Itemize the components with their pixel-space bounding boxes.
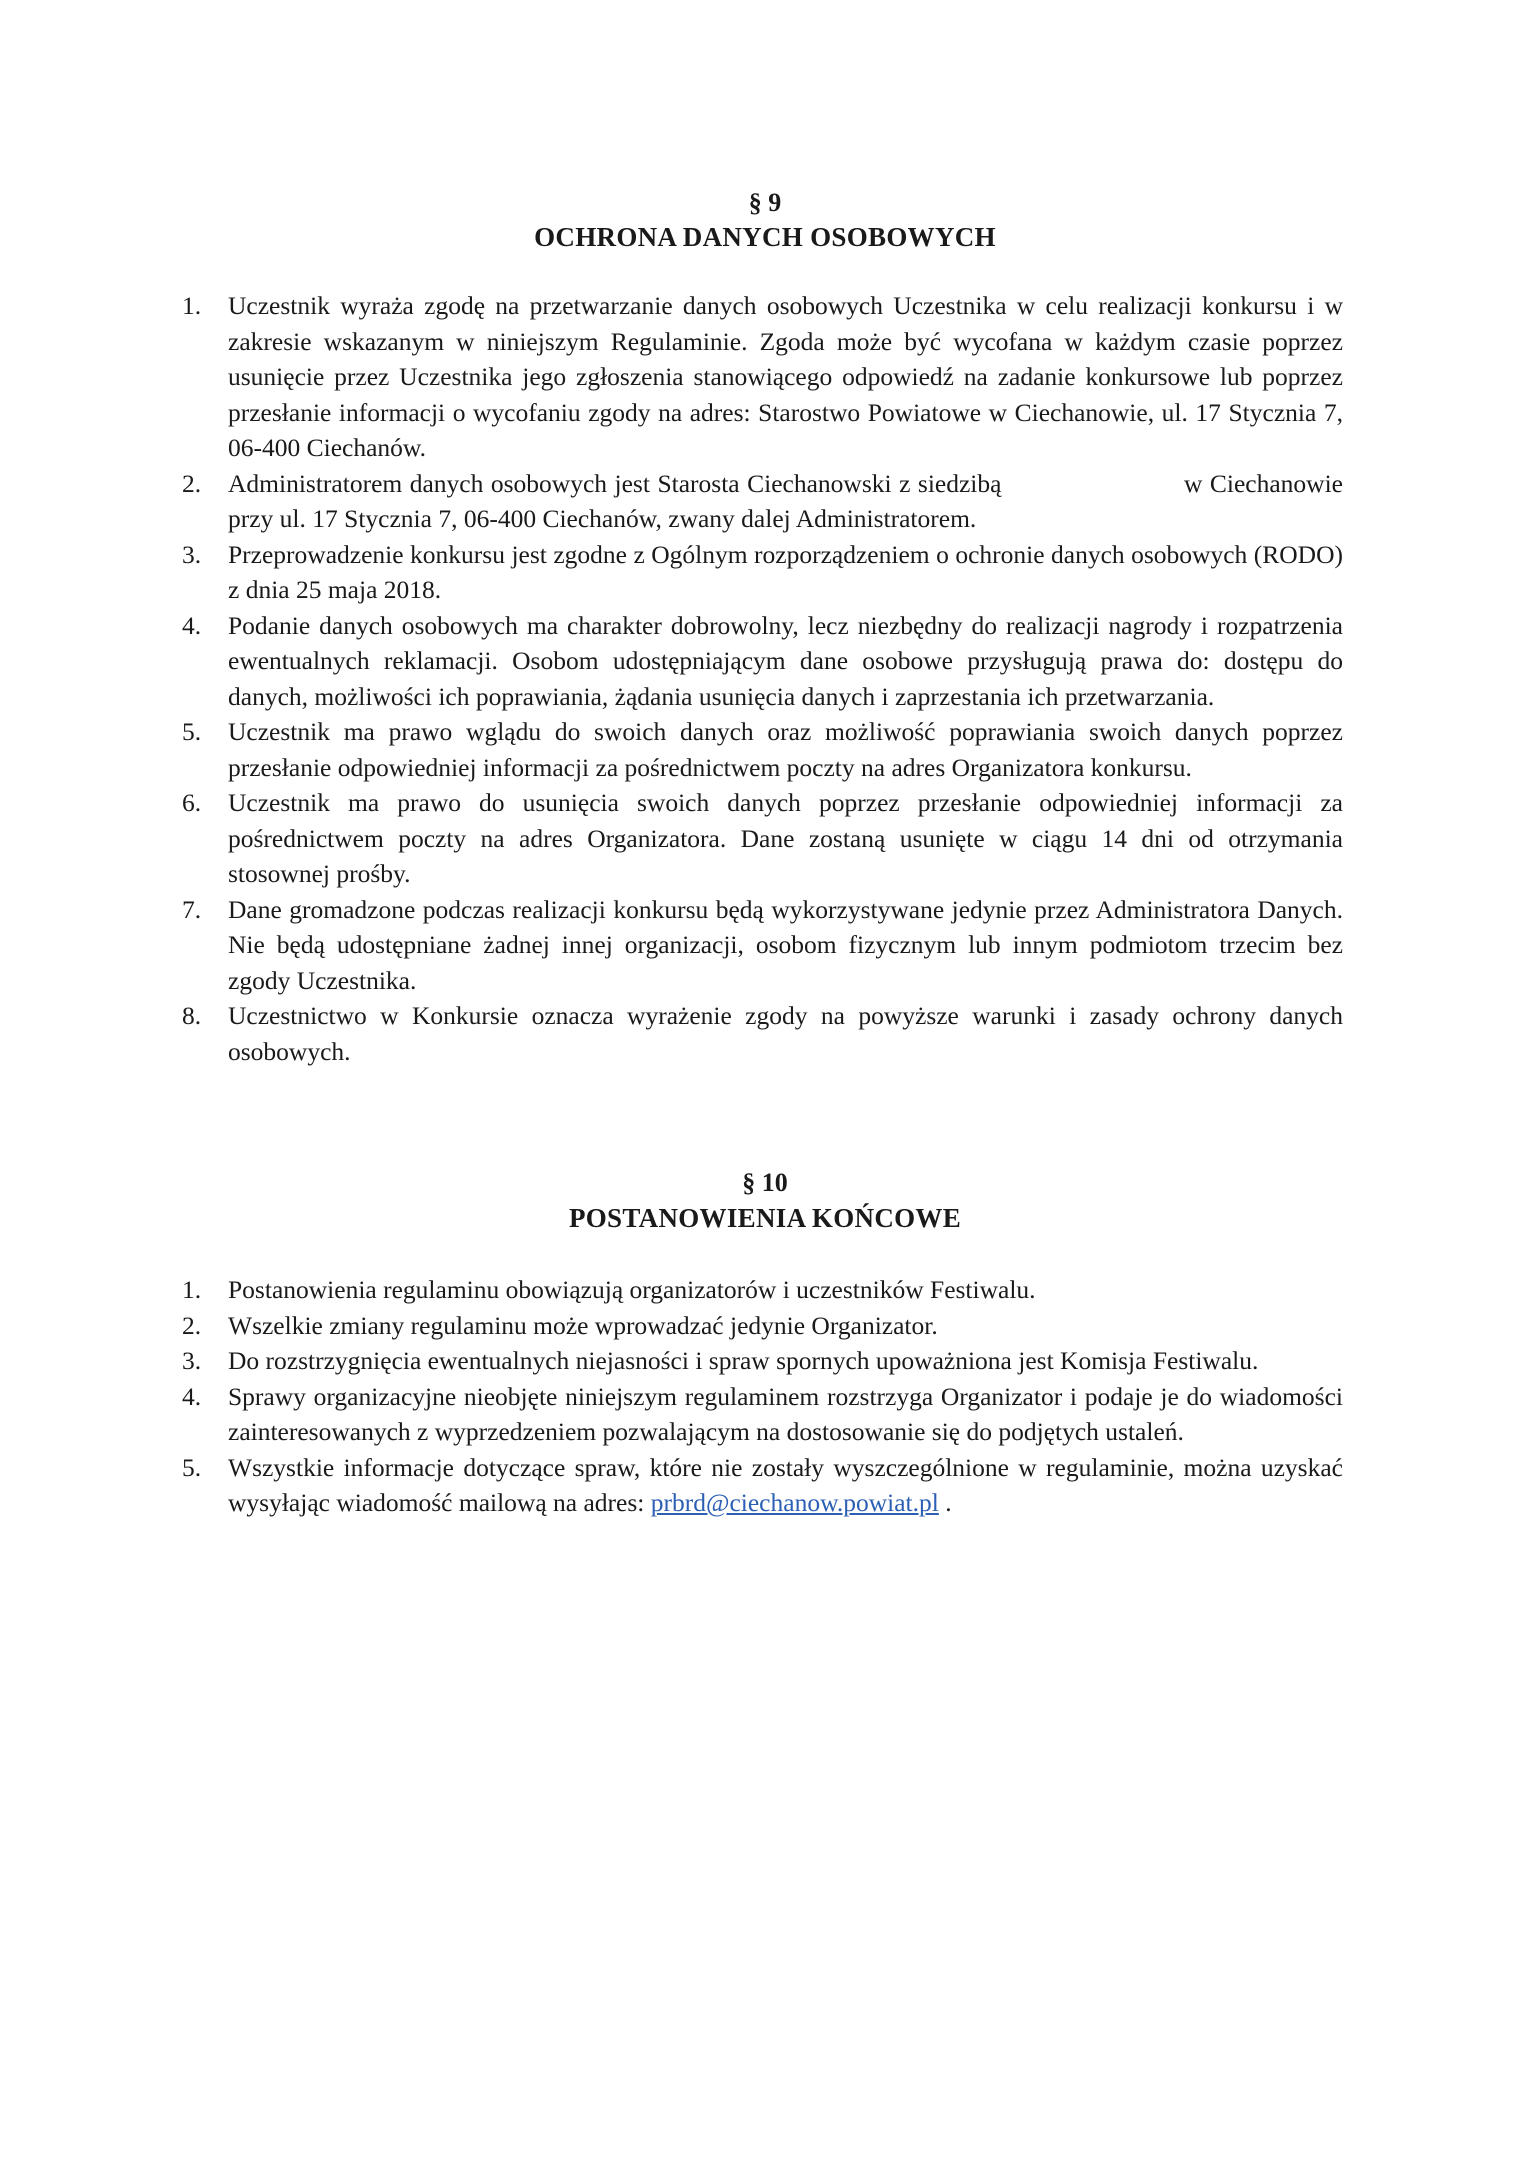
list-item [182, 466, 1344, 537]
item-number: 2. [182, 1310, 202, 1340]
item-number: 3. [182, 1346, 202, 1375]
item-text: Przeprowadzenie konkursu jest zgodne z Ogólnym rozporządzeniem o ochronie danych osobowych (RODO) z dnia 25 maja 2018. [228, 539, 1343, 604]
item-number: 3. [182, 539, 202, 569]
list-item [182, 714, 1343, 785]
item-text: Uczestnik wyraża zgodę na przetwarzanie danych osobowych Uczestnika w celu realizacji konkursu i w zakresie wskazanym w niniejszym Regulaminie. Zgoda może być wycofana w każdym czasie poprzez usunięcie przez Uczestnika jego zgłoszenia stanowiącego odpowiedź na zadanie konkursowe lub poprzez przesłanie informacji o wycofaniu zgody na adres: Starostwo Powiatowe w Ciechanowie, ul. 17 Stycznia 7, 06-400 Ciechanów. [228, 291, 1343, 462]
list-item [182, 1343, 1343, 1379]
item-number: 8. [182, 1001, 202, 1030]
item-text: Uczestnik ma prawo do usunięcia swoich danych poprzez przesłanie odpowiedniej informacji za pośrednictwem poczty na adres Organizatora. Dane zostaną usunięte w ciągu 14 dni od otrzymania stosownej prośby. [228, 788, 1343, 888]
item-text-continued: w Ciechanowie przy ul. 17 Stycznia 7, 06-400 Ciechanów, zwany dalej Administratorem. [228, 468, 1344, 533]
item-text: Sprawy organizacyjne nieobjęte niniejszym regulaminem rozstrzyga Organizator i podaje je do wiadomości zainteresowanych z wyprzedzeniem pozwalającym na dostosowanie się do podjętych ustaleń. [228, 1381, 1343, 1446]
item-text: Wszystkie informacje dotyczące spraw, które nie zostały wyszczególnione w regulaminie, można uzyskać wysyłając wiadomość mailową na adres: [228, 1452, 1343, 1517]
item-text: Podanie danych osobowych ma charakter dobrowolny, lecz niezbędny do realizacji nagrody i rozpatrzenia ewentualnych reklamacji. Osobom udostępniającym dane osobowe przysługują prawa do: dostępu do danych, możliwości ich poprawiania, żądania usunięcia danych i zaprzestania ich przetwarzania. [228, 610, 1343, 711]
section-10-list [182, 1272, 1343, 1521]
item-text: Uczestnictwo w Konkursie oznacza wyrażenie zgody na powyższe warunki i zasady ochrony danych osobowych. [228, 1001, 1343, 1066]
item-number: 1. [182, 291, 202, 320]
list-item [182, 537, 1343, 608]
list-item [182, 288, 1343, 466]
item-number: 1. [182, 1275, 202, 1304]
item-text: Postanowienia regulaminu obowiązują organizatorów i uczestników Festiwalu. [228, 1275, 1036, 1304]
item-number: 5. [182, 717, 202, 746]
item-text-end: . [938, 1488, 952, 1517]
item-text: Dane gromadzone podczas realizacji konkursu będą wykorzystywane jedynie przez Administratora Danych. Nie będą udostępniane żadnej innej organizacji, osobom fizycznym lub innym podmiotom trzecim bez zgody Uczestnika. [228, 894, 1343, 995]
item-number: 5. [182, 1452, 202, 1482]
item-number: 4. [182, 610, 202, 640]
list-item [182, 785, 1343, 892]
section-10-number: § 10 [742, 1168, 788, 1197]
item-text: Do rozstrzygnięcia ewentualnych niejasności i spraw spornych upoważniona jest Komisja Festiwalu. [228, 1346, 1259, 1375]
list-item [182, 998, 1343, 1069]
item-number: 4. [182, 1381, 202, 1411]
list-item [182, 1308, 1343, 1344]
list-item [182, 1379, 1343, 1450]
list-item [182, 1272, 1343, 1308]
item-number: 6. [182, 788, 202, 817]
section-9-list [182, 288, 1344, 1069]
list-item [182, 1450, 1343, 1521]
list-item [182, 892, 1343, 999]
item-text: Wszelkie zmiany regulaminu może wprowadzać jedynie Organizator. [228, 1310, 938, 1340]
item-text: Administratorem danych osobowych jest Starosta Ciechanowski z siedzibą [228, 468, 1002, 498]
email-link[interactable]: prbrd@ciechanow.powiat.pl [650, 1488, 939, 1517]
item-number: 7. [182, 894, 202, 924]
section-9-number: § 9 [748, 188, 782, 217]
section-10-title: POSTANOWIENIA KOŃCOWE [568, 1203, 962, 1233]
item-number: 2. [182, 468, 202, 498]
section-9-title: OCHRONA DANYCH OSOBOWYCH [534, 222, 996, 252]
item-text: Uczestnik ma prawo wglądu do swoich danych oraz możliwość poprawiania swoich danych poprzez przesłanie odpowiedniej informacji za pośrednictwem poczty na adres Organizatora konkursu. [228, 717, 1343, 782]
list-item [182, 608, 1343, 715]
